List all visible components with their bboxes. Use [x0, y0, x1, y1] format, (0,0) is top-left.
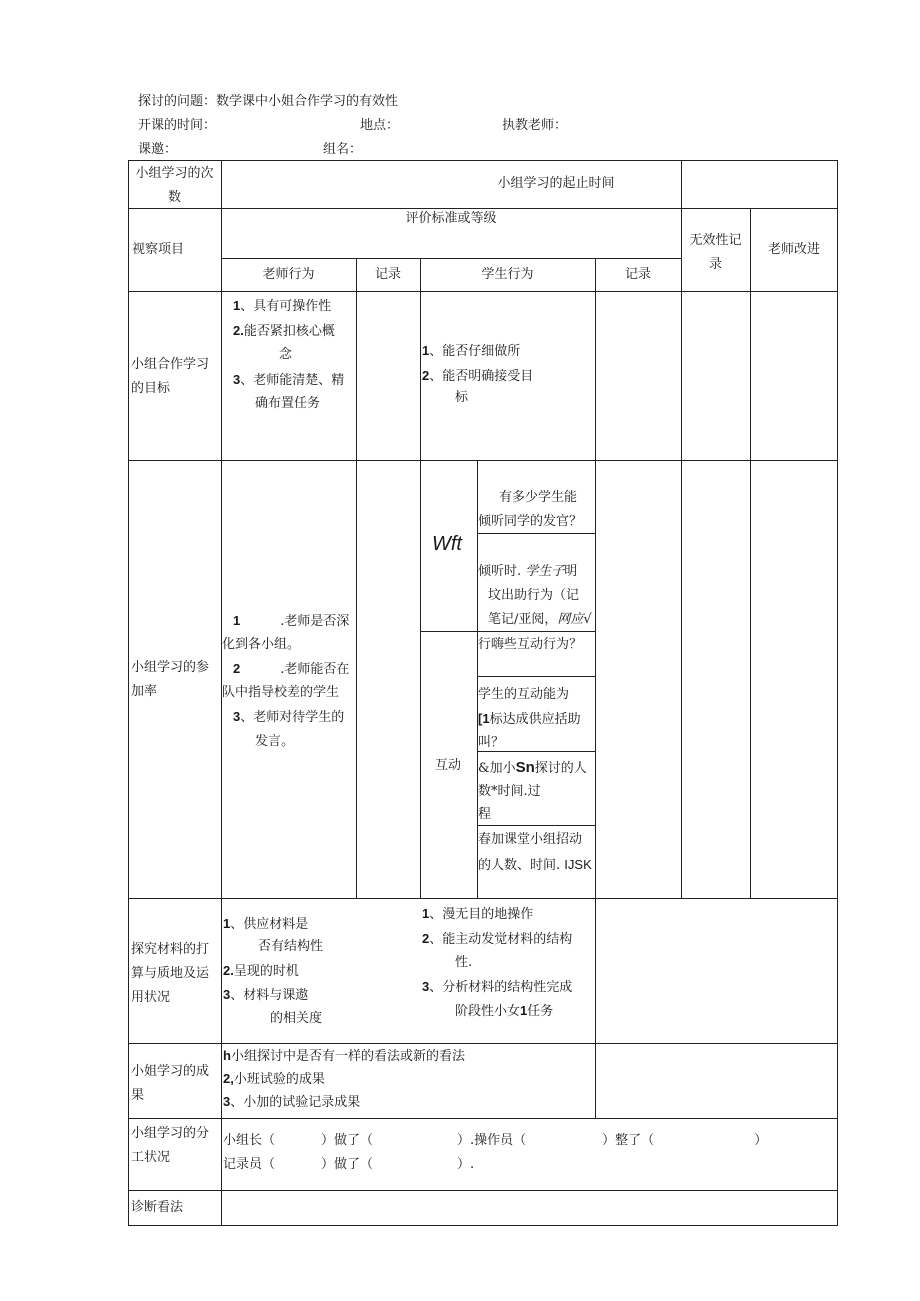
- lesson-label: 课邀：: [138, 142, 178, 157]
- teacher-participation-item: 2 .老师能否在: [233, 661, 350, 677]
- divider: [128, 1118, 838, 1119]
- teacher-goal-item: 1、具有可操作性: [233, 298, 332, 314]
- material-label: 探究材料的打: [131, 942, 210, 957]
- interact-question: 数*时间.过: [478, 784, 541, 799]
- division-fill-in: 记录员（ ）做了（ ）.: [223, 1157, 475, 1172]
- divider: [128, 1190, 838, 1191]
- teacher-participation-item: 1 .老师是否深: [233, 613, 350, 629]
- student-material-item: 阶段性小女1任务: [455, 1003, 554, 1019]
- invalid-record-header: 录: [708, 257, 722, 272]
- student-goal-item: 2、能否明确接受目: [422, 368, 534, 384]
- division-label: 工状况: [131, 1150, 171, 1165]
- divider: [595, 258, 596, 1118]
- interact-category-label: 互动: [435, 758, 462, 773]
- material-label: 算与质地及运: [131, 966, 210, 981]
- student-goal-item: 1、能否仔细做所: [422, 343, 521, 359]
- teacher-participation-item: 化到各小组。: [222, 637, 301, 652]
- divider: [356, 258, 357, 898]
- class-time-label: 开课的时间：: [138, 118, 217, 133]
- invalid-record-header: 无效性记: [689, 233, 742, 248]
- time-range-label: 小组学习的起止时间: [497, 176, 615, 191]
- listen-category-label: Wft: [432, 533, 462, 555]
- group-label: 组名：: [323, 142, 363, 157]
- interact-question: 行嗨些互动行为？: [478, 637, 583, 652]
- divider: [128, 460, 838, 461]
- topic-title: 探讨的问题：数学课中小姐合作学习的有效性: [138, 94, 399, 109]
- result-item: 3、小加的试验记录成果: [223, 1094, 361, 1110]
- improve-header: 老师改进: [767, 242, 820, 257]
- participation-label: 加率: [131, 684, 158, 699]
- listen-question: 倾听时. 学生子明: [478, 564, 578, 579]
- interact-question: [1标达成供应括助: [478, 711, 581, 727]
- participation-label: 小组学习的参: [131, 660, 210, 675]
- interact-question: 叫？: [478, 735, 505, 750]
- teacher-label: 执教老师：: [502, 118, 568, 133]
- student-material-item: 2、能主动发觉材料的结构: [422, 931, 573, 947]
- student-material-item: 3、分析材料的结构性完成: [422, 979, 573, 995]
- student-material-item: 1、漫无目的地操作: [422, 906, 534, 922]
- interact-question: &加小Sn探讨的人: [478, 759, 587, 776]
- record-header: 记录: [624, 267, 651, 282]
- interact-question: 学生的互动能为: [478, 687, 570, 702]
- record-header: 记录: [374, 267, 401, 282]
- student-material-item: 性.: [455, 955, 473, 970]
- listen-question: 坟出助行为（记: [488, 588, 580, 603]
- divider: [221, 258, 681, 259]
- teacher-participation-item: 发言。: [255, 734, 295, 749]
- teacher-material-item: 否有结构性: [258, 939, 324, 954]
- divider: [477, 676, 595, 677]
- student-goal-item: 标: [455, 390, 469, 405]
- material-label: 用状况: [131, 990, 171, 1005]
- count-label: 数: [167, 190, 181, 205]
- criteria-header: 评价标准或等级: [405, 211, 497, 226]
- goal-label: 的目标: [131, 381, 171, 396]
- teacher-goal-item: 3、老师能清楚、精: [233, 372, 345, 388]
- divider: [477, 825, 595, 826]
- divider: [128, 291, 838, 292]
- teacher-material-item: 2.呈现的时机: [223, 963, 299, 979]
- divider: [128, 898, 838, 899]
- diagnosis-label: 诊断看法: [131, 1200, 184, 1215]
- result-item: h小组探讨中是否有一样的看法或新的看法: [223, 1048, 465, 1064]
- result-label: 果: [131, 1088, 145, 1103]
- place-label: 地点：: [360, 118, 400, 133]
- result-label: 小姐学习的成: [131, 1064, 210, 1079]
- teacher-goal-item: 确布置任务: [255, 396, 321, 411]
- teacher-material-item: 3、材料与课遨: [223, 987, 309, 1003]
- division-fill-in: 小组长（ ）做了（ ）.操作员（ ）整了（ ）: [223, 1133, 768, 1148]
- teacher-goal-item: 2.能否紧扣核心概: [233, 323, 335, 339]
- listen-question: 倾听同学的发官？: [478, 514, 583, 529]
- divider: [420, 258, 421, 898]
- listen-question: 笔记/亚阅，网应√: [488, 612, 592, 627]
- teacher-participation-item: 队中指导校差的学生: [222, 685, 340, 700]
- count-label: 小组学习的次: [135, 166, 214, 181]
- listen-question: 有多少学生能: [499, 490, 578, 505]
- interact-question: 的人数、时间. IJSK: [478, 857, 592, 873]
- division-label: 小组学习的分: [131, 1126, 210, 1141]
- interact-question: 程: [478, 807, 492, 822]
- observe-item-header: 视察项目: [132, 242, 185, 257]
- teacher-participation-item: 3、老师对待学生的: [233, 709, 345, 725]
- goal-label: 小组合作学习: [131, 357, 210, 372]
- teacher-behavior-header: 老师行为: [262, 267, 315, 282]
- divider: [750, 208, 751, 898]
- teacher-material-item: 1、供应材料是: [223, 916, 309, 932]
- teacher-material-item: 的相关度: [270, 1011, 323, 1026]
- student-behavior-header: 学生行为: [481, 267, 534, 282]
- teacher-goal-item: 念: [279, 347, 293, 362]
- result-item: 2,小班试验的成果: [223, 1071, 325, 1087]
- interact-question: 春加课堂小组招动: [478, 832, 583, 847]
